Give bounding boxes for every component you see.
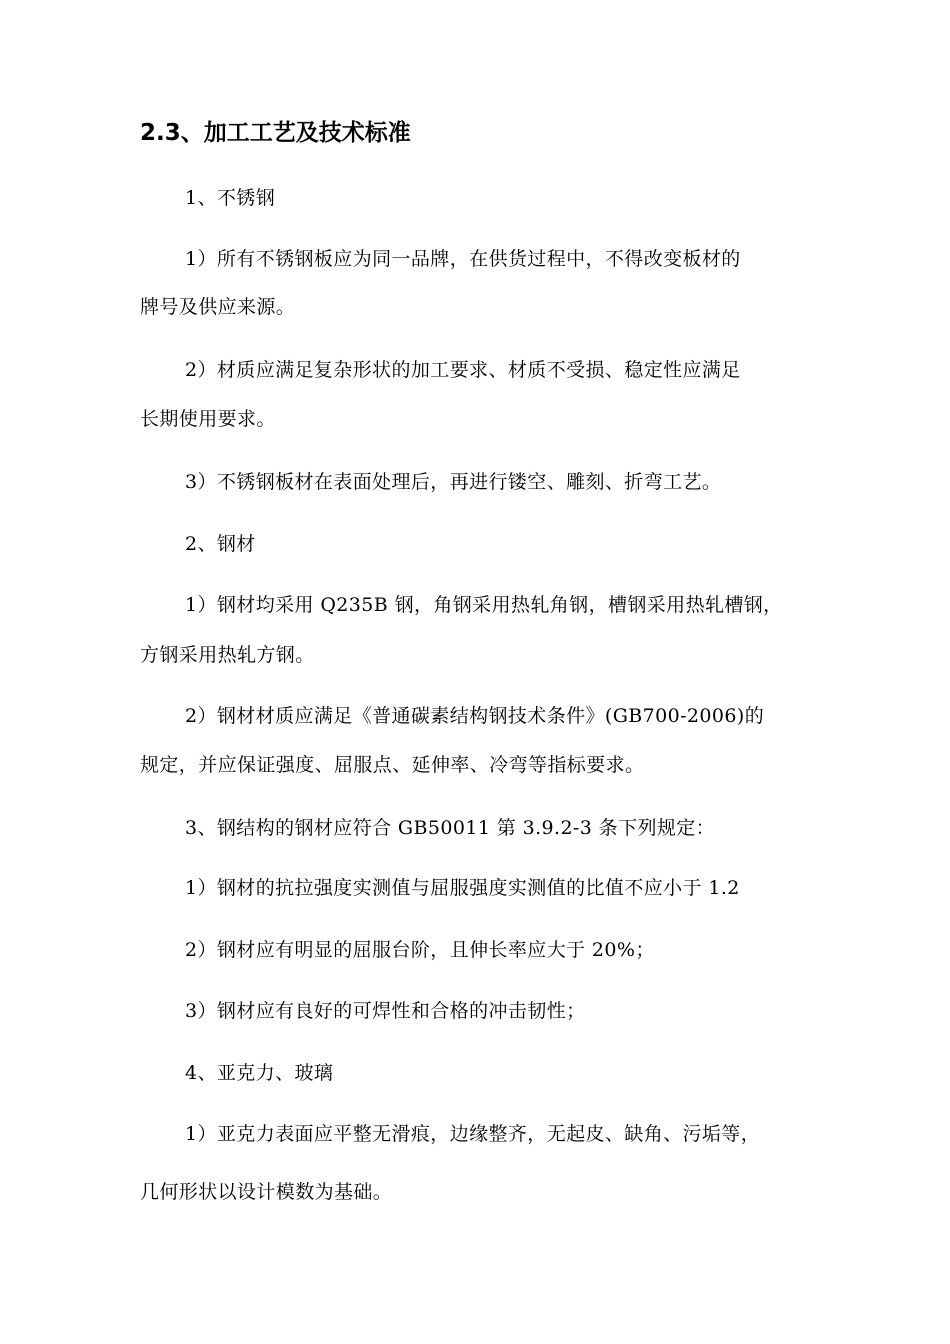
section-heading: 2.3、加工工艺及技术标准 bbox=[140, 120, 411, 146]
paragraph-line: 1）钢材均采用 Q235B 钢，角钢采用热轧角钢，槽钢采用热轧槽钢， bbox=[185, 594, 783, 616]
paragraph-line: 1）所有不锈钢板应为同一品牌，在供货过程中，不得改变板材的 bbox=[185, 248, 741, 270]
paragraph-line: 2）材质应满足复杂形状的加工要求、材质不受损、稳定性应满足 bbox=[185, 359, 741, 381]
paragraph-line: 1）亚克力表面应平整无滑痕，边缘整齐，无起皮、缺角、污垢等， bbox=[185, 1123, 761, 1145]
subsection-title-steel-structure: 3、钢结构的钢材应符合 GB50011 第 3.9.2-3 条下列规定： bbox=[185, 817, 716, 839]
paragraph-line: 1）钢材的抗拉强度实测值与屈服强度实测值的比值不应小于 1.2 bbox=[185, 877, 740, 899]
paragraph-line: 规定，并应保证强度、屈服点、延伸率、冷弯等指标要求。 bbox=[140, 754, 645, 776]
paragraph-line: 2）钢材应有明显的屈服台阶，且伸长率应大于 20%； bbox=[185, 939, 655, 961]
subsection-title-acrylic-glass: 4、亚克力、玻璃 bbox=[185, 1062, 334, 1084]
subsection-title-steel: 2、钢材 bbox=[185, 533, 256, 555]
paragraph-line: 3）不锈钢板材在表面处理后，再进行镂空、雕刻、折弯工艺。 bbox=[185, 471, 722, 493]
paragraph-line: 3）钢材应有良好的可焊性和合格的冲击韧性； bbox=[185, 1000, 586, 1022]
paragraph-line: 牌号及供应来源。 bbox=[140, 296, 296, 318]
paragraph-line: 长期使用要求。 bbox=[140, 408, 276, 430]
paragraph-line: 几何形状以设计模数为基础。 bbox=[140, 1181, 393, 1203]
paragraph-line: 2）钢材材质应满足《普通碳素结构钢技术条件》(GB700-2006)的 bbox=[185, 705, 765, 727]
paragraph-line: 方钢采用热轧方钢。 bbox=[140, 644, 315, 666]
subsection-title-stainless-steel: 1、不锈钢 bbox=[185, 187, 276, 209]
